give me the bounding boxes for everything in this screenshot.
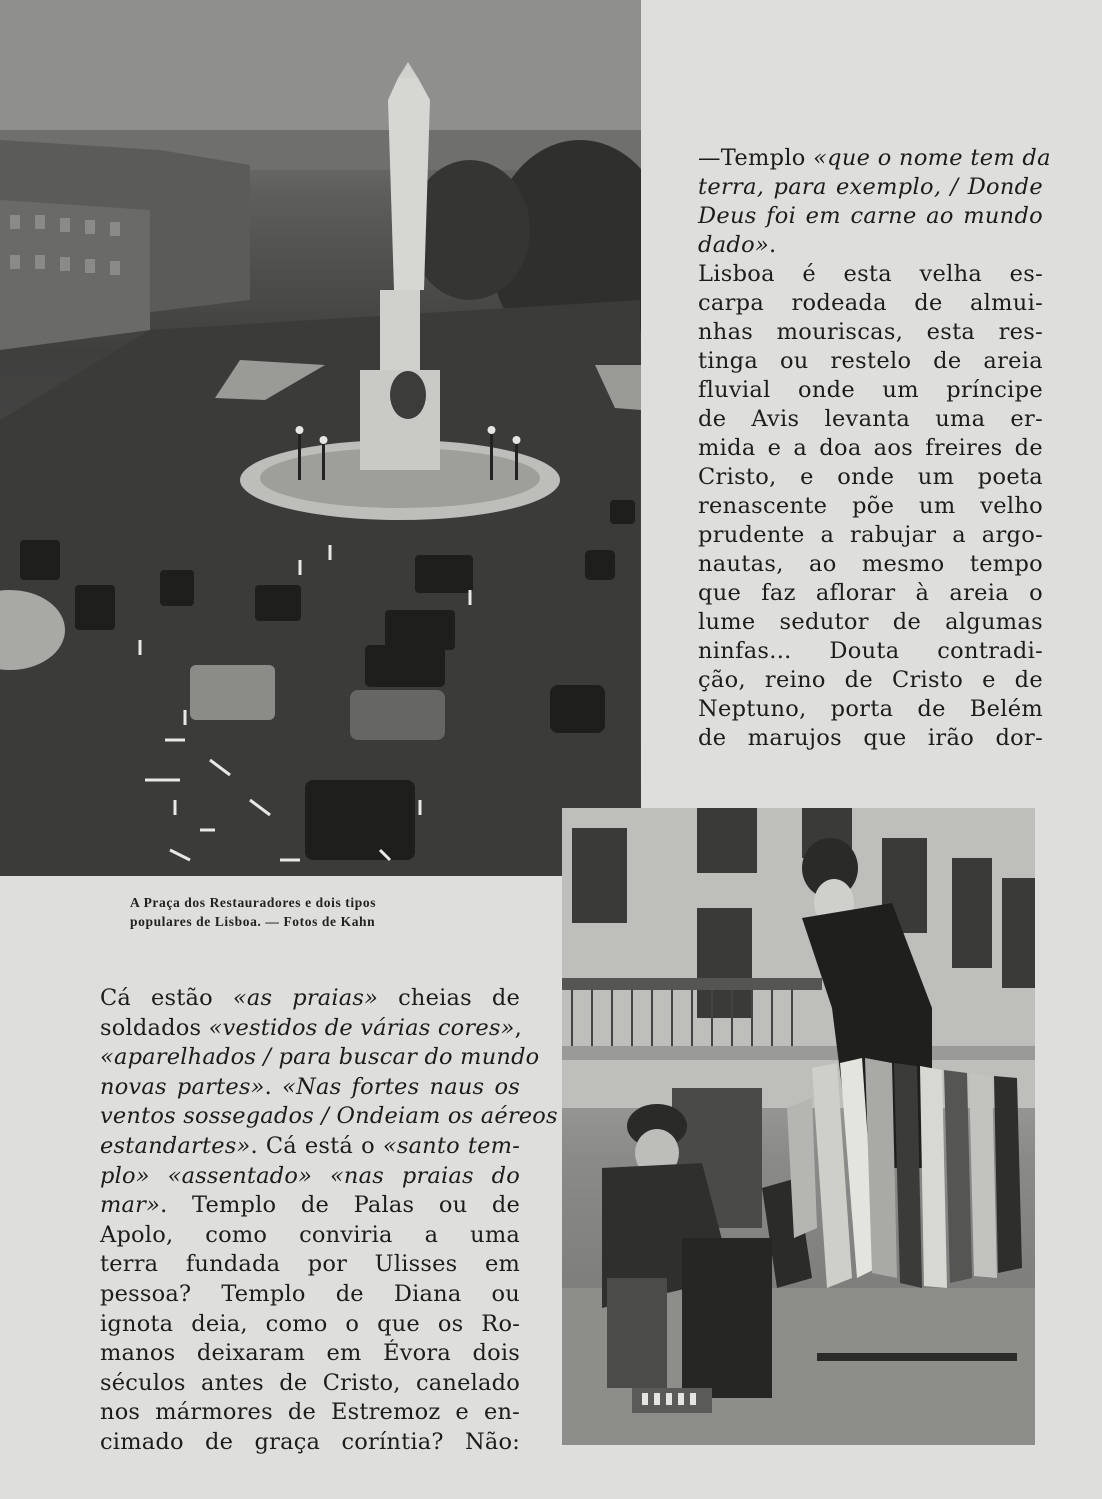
text-line [698,608,1043,637]
left-column-text [100,984,558,1458]
text-segment: Lisboa é esta velha es- [698,261,1043,287]
text-segment: Cá estão [100,985,233,1011]
caption-line: populares de Lisboa. — Fotos de Kahn [130,914,376,929]
italic-quote: «assentado» [167,1162,313,1189]
text-segment: Neptuno, porta de Belém [698,696,1043,722]
text-segment: renascente põe um velho [698,493,1043,519]
italic-quote: novas partes» [100,1073,265,1100]
text-line [698,579,1043,608]
text-segment: Apolo, como conviria a uma [100,1221,520,1248]
text-line [100,1280,520,1310]
italic-quote: «santo tem- [382,1132,520,1159]
italic-quote: «que o nome tem da [813,145,1051,171]
text-line [100,1310,520,1340]
text-segment: prudente a rabujar a argo- [698,522,1043,548]
text-line [100,1398,520,1428]
caption-line: A Praça dos Restauradores e dois tipos [130,895,377,910]
text-segment: , [514,1014,522,1041]
text-segment: lume sedutor de algumas [698,609,1043,635]
italic-quote: «aparelhados / para buscar do mundo [100,1044,540,1071]
italic-quote: mar» [100,1192,161,1219]
text-segment: soldados [100,1014,209,1041]
text-segment: fluvial onde um príncipe [698,377,1043,403]
text-line [100,1073,520,1103]
italic-quote: dado» [698,232,770,258]
text-line [698,289,1043,318]
text-line [100,984,520,1014]
text-segment: ninfas... Douta contradi- [698,638,1043,664]
photo-caption [130,893,540,931]
photo-street-vendors [562,808,1035,1445]
text-line [100,1191,520,1221]
text-line [100,1250,520,1280]
text-segment: que faz aflorar à areia o [698,580,1043,606]
text-line [100,1162,520,1192]
text-segment: nos mármores de Estremoz e en- [100,1399,520,1426]
italic-quote: «vestidos de várias cores» [208,1014,515,1041]
plaza-illustration [0,0,641,876]
text-line [100,1369,520,1399]
text-line [100,1102,558,1132]
italic-quote: ventos sossegados / Ondeiam os aéreos [100,1103,558,1130]
text-segment [150,1163,168,1189]
italic-quote: plo» [100,1162,150,1189]
italic-quote: estandartes» [100,1132,251,1159]
italic-quote: Deus foi em carne ao mundo [698,203,1043,229]
vendors-illustration [562,808,1035,1445]
text-line [698,318,1043,347]
text-line [100,1014,520,1044]
text-segment: Cristo, e onde um poeta [698,464,1043,490]
text-segment: cimado de graça coríntia? Não: [100,1428,520,1455]
text-line [698,260,1043,289]
text-line [698,202,1043,231]
text-line [698,521,1043,550]
text-line [698,724,1043,753]
text-line [100,1221,520,1251]
text-line [100,1132,520,1162]
text-line [698,231,1043,260]
text-line [698,550,1043,579]
text-line [698,695,1043,724]
text-line [698,666,1043,695]
text-segment: . [769,232,777,258]
photo-praca-restauradores [0,0,641,876]
text-segment: manos deixaram em Évora dois [100,1340,520,1367]
italic-quote: «as praias» [232,985,379,1011]
text-line [100,1339,520,1369]
text-segment: tinga ou restelo de areia [698,348,1043,374]
text-segment: nautas, ao mesmo tempo [698,551,1043,577]
text-segment: terra fundada por Ulisses em [100,1251,520,1278]
text-line [698,376,1043,405]
text-line [698,492,1043,521]
right-column-text [698,144,1051,753]
text-segment: cheias de [378,985,520,1011]
text-line [698,173,1043,202]
text-segment: —Templo [698,145,814,171]
text-line [100,1043,540,1073]
italic-quote: «Nas fortes naus os [282,1073,520,1100]
text-segment: . Cá está o [250,1132,383,1159]
text-line [698,637,1043,666]
text-segment: pessoa? Templo de Diana ou [100,1280,520,1307]
text-segment: nhas mouriscas, esta res- [698,319,1043,345]
text-line [698,144,1051,173]
text-line [698,405,1043,434]
text-line [698,434,1043,463]
text-segment: ignota deia, como o que os Ro- [100,1310,520,1337]
text-segment: séculos antes de Cristo, canelado [100,1369,520,1396]
text-segment: mida e a doa aos freires de [698,435,1043,461]
italic-quote: «nas praias do [329,1162,521,1189]
text-segment: . [264,1073,283,1100]
text-segment [312,1163,330,1189]
text-segment: de marujos que irão dor- [698,725,1043,751]
text-line [100,1428,520,1458]
text-segment: . Templo de Palas ou de [160,1192,520,1219]
text-segment: carpa rodeada de almui- [698,290,1043,316]
text-segment: ção, reino de Cristo e de [698,667,1043,693]
text-line [698,463,1043,492]
italic-quote: terra, para exemplo, / Donde [698,174,1043,200]
text-segment: de Avis levanta uma er- [698,406,1043,432]
text-line [698,347,1043,376]
